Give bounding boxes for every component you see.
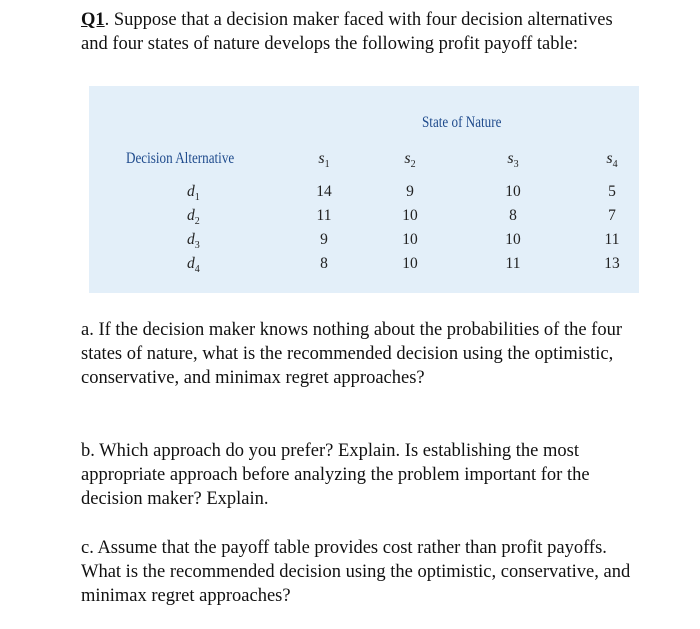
table-cell: 14 [316, 183, 332, 200]
table-cell: 10 [505, 231, 521, 248]
alternative-label-d3: $d_3$ [187, 231, 200, 251]
table-cell: 11 [604, 231, 620, 248]
table-cell: 10 [402, 255, 418, 272]
table-cell: 8 [509, 207, 517, 224]
table-cell: 10 [505, 183, 521, 200]
question-label: Q1 [81, 10, 105, 30]
table-cell: 13 [604, 255, 620, 272]
state-header-s1: $s_1$ [318, 150, 330, 170]
alternative-label-d2: $d_2$ [187, 207, 200, 227]
table-cell: 9 [320, 231, 328, 248]
table-cell: 10 [402, 231, 418, 248]
question-intro [81, 8, 641, 56]
table-cell: 11 [505, 255, 521, 272]
alternative-label-d4: $d_4$ [187, 255, 200, 275]
state-header-s3: $s_3$ [507, 150, 519, 170]
question-part-c: c. Assume that the payoff table provides cost rather than profit payoffs. What is the recommended decision using the optimistic, conservative, and minimax regret approaches? [81, 538, 631, 606]
table-cell: 9 [406, 183, 414, 200]
state-of-nature-header: State of Nature [422, 114, 502, 131]
state-header-s2: $s_2$ [404, 150, 416, 170]
table-cell: 7 [608, 207, 616, 224]
alternative-label-d1: $d_1$ [187, 183, 200, 203]
decision-alternative-header: Decision Alternative [126, 150, 235, 167]
table-cell: 5 [608, 183, 616, 200]
table-cell: 10 [402, 207, 418, 224]
question-intro-text: . Suppose that a decision maker faced with four decision alternatives and four states of nature develops the following profit payoff table: [81, 10, 613, 54]
question-part-b: b. Which approach do you prefer? Explain. Is establishing the most appropriate approach before analyzing the problem important for the decision maker? Explain. [81, 441, 590, 509]
payoff-table [89, 86, 639, 293]
table-cell: 11 [316, 207, 332, 224]
state-header-s4: $s_4$ [606, 150, 618, 170]
question-part-a: a. If the decision maker knows nothing about the probabilities of the four states of nature, what is the recommended decision using the optimistic, conservative, and minimax regret approaches? [81, 320, 622, 388]
table-cell: 8 [320, 255, 328, 272]
